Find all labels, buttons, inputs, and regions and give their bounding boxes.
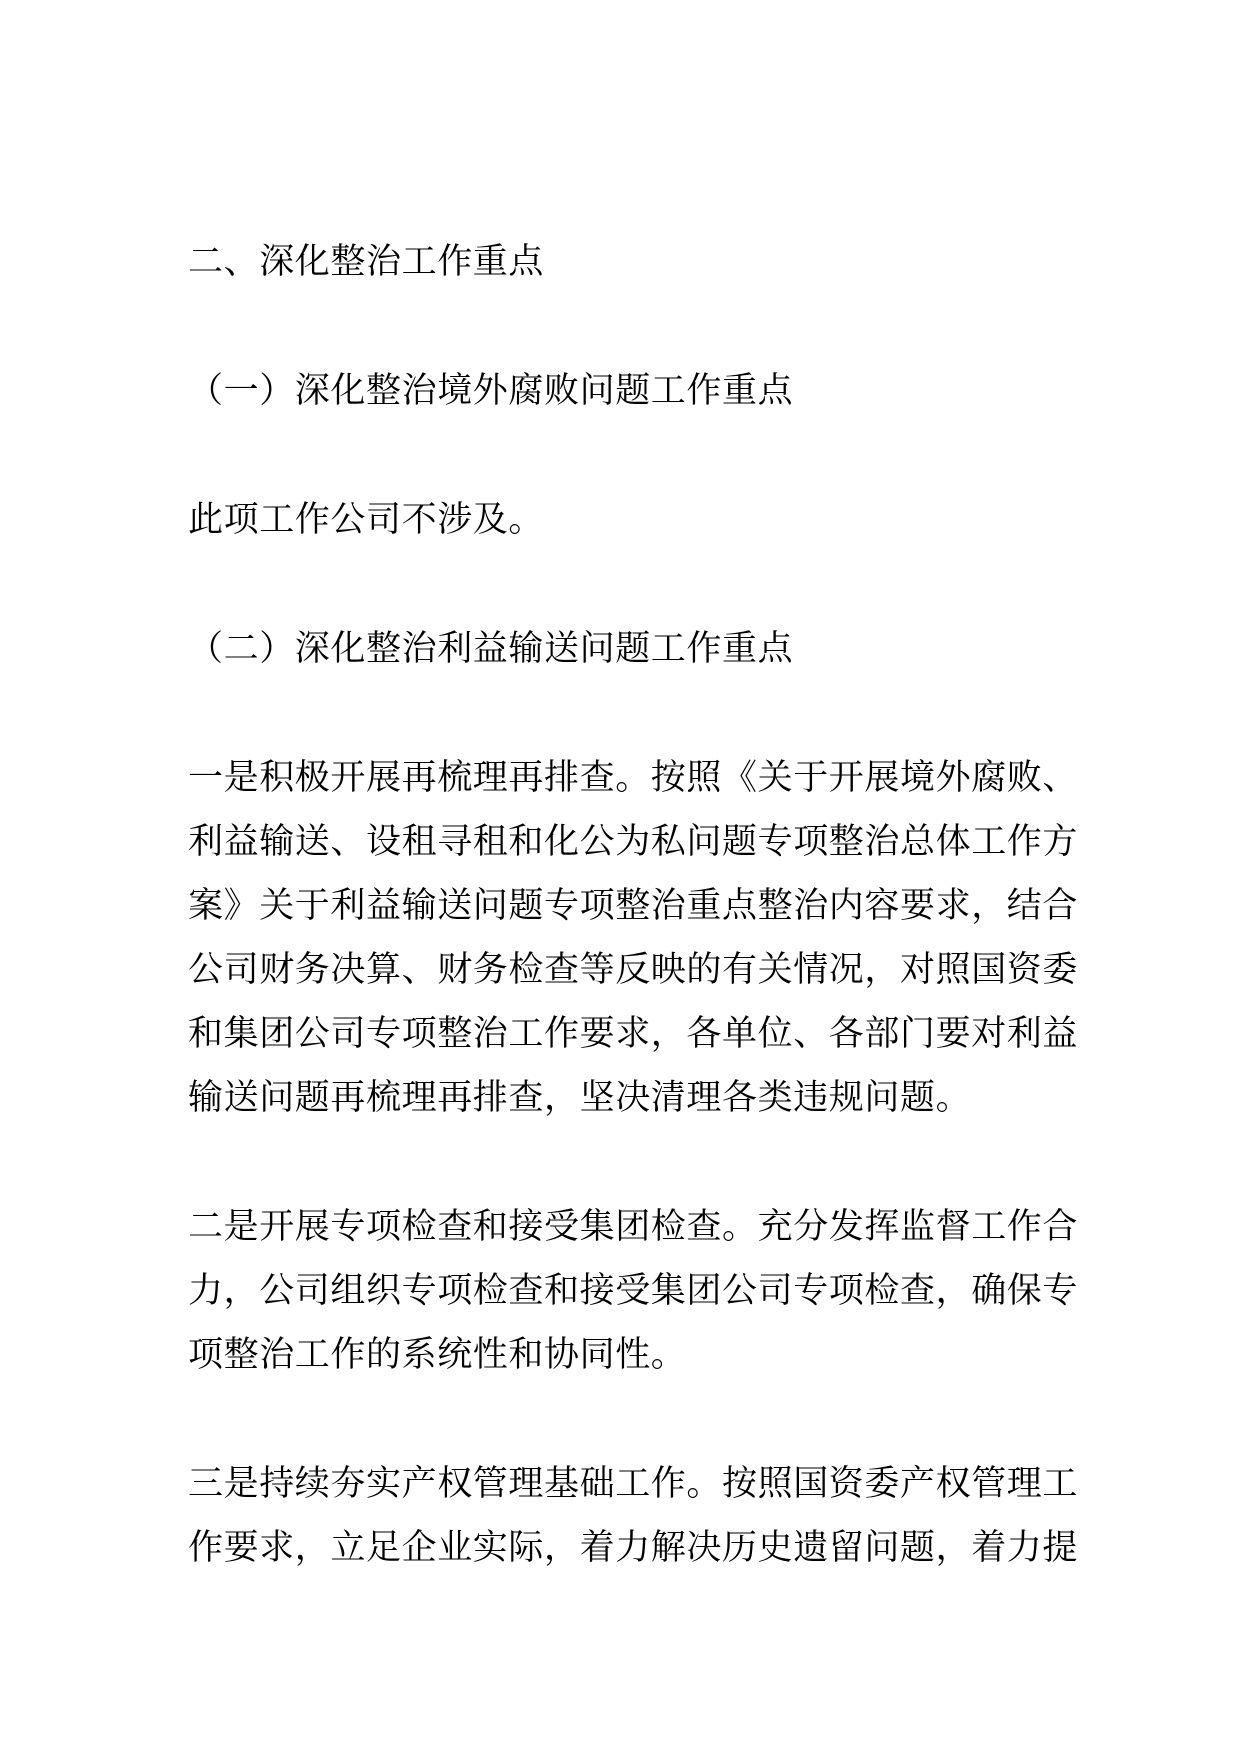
document-body (188, 230, 1079, 1580)
section-heading: 二、深化整治工作重点 (188, 242, 545, 282)
text-line: 一是积极开展再梳理再排查。按照《关于开展境外腐败、 (188, 758, 1079, 798)
paragraph-not-applicable: 此项工作公司不涉及。 (188, 500, 545, 540)
text-line: 作要求，立足企业实际，着力解决历史遗留问题，着力提 (188, 1528, 1079, 1568)
text-line: 力，公司组织专项检查和接受集团公司专项检查，确保专 (188, 1271, 1079, 1311)
text-line: 和集团公司专项整治工作要求，各单位、各部门要对利益 (188, 1014, 1079, 1054)
text-line: 输送问题再梳理再排查，坚决清理各类违规问题。 (188, 1078, 972, 1118)
text-line: 二是开展专项检查和接受集团检查。充分发挥监督工作合 (188, 1207, 1079, 1247)
subsection-heading-overseas-corruption: （一）深化整治境外腐败问题工作重点 (188, 371, 794, 411)
subsection-heading-benefit-transfer: （二）深化整治利益输送问题工作重点 (188, 629, 794, 669)
text-line: 利益输送、设租寻租和化公为私问题专项整治总体工作方 (188, 822, 1079, 862)
text-line: 项整治工作的系统性和协同性。 (188, 1335, 687, 1375)
paragraph-special-inspection (188, 1195, 1079, 1387)
text-line: 公司财务决算、财务检查等反映的有关情况，对照国资委 (188, 950, 1079, 990)
paragraph-review-investigation (188, 746, 1079, 1130)
paragraph-property-rights (188, 1452, 1079, 1580)
text-line: 案》关于利益输送问题专项整治重点整治内容要求，结合 (188, 886, 1079, 926)
text-line: 三是持续夯实产权管理基础工作。按照国资委产权管理工 (188, 1464, 1079, 1504)
